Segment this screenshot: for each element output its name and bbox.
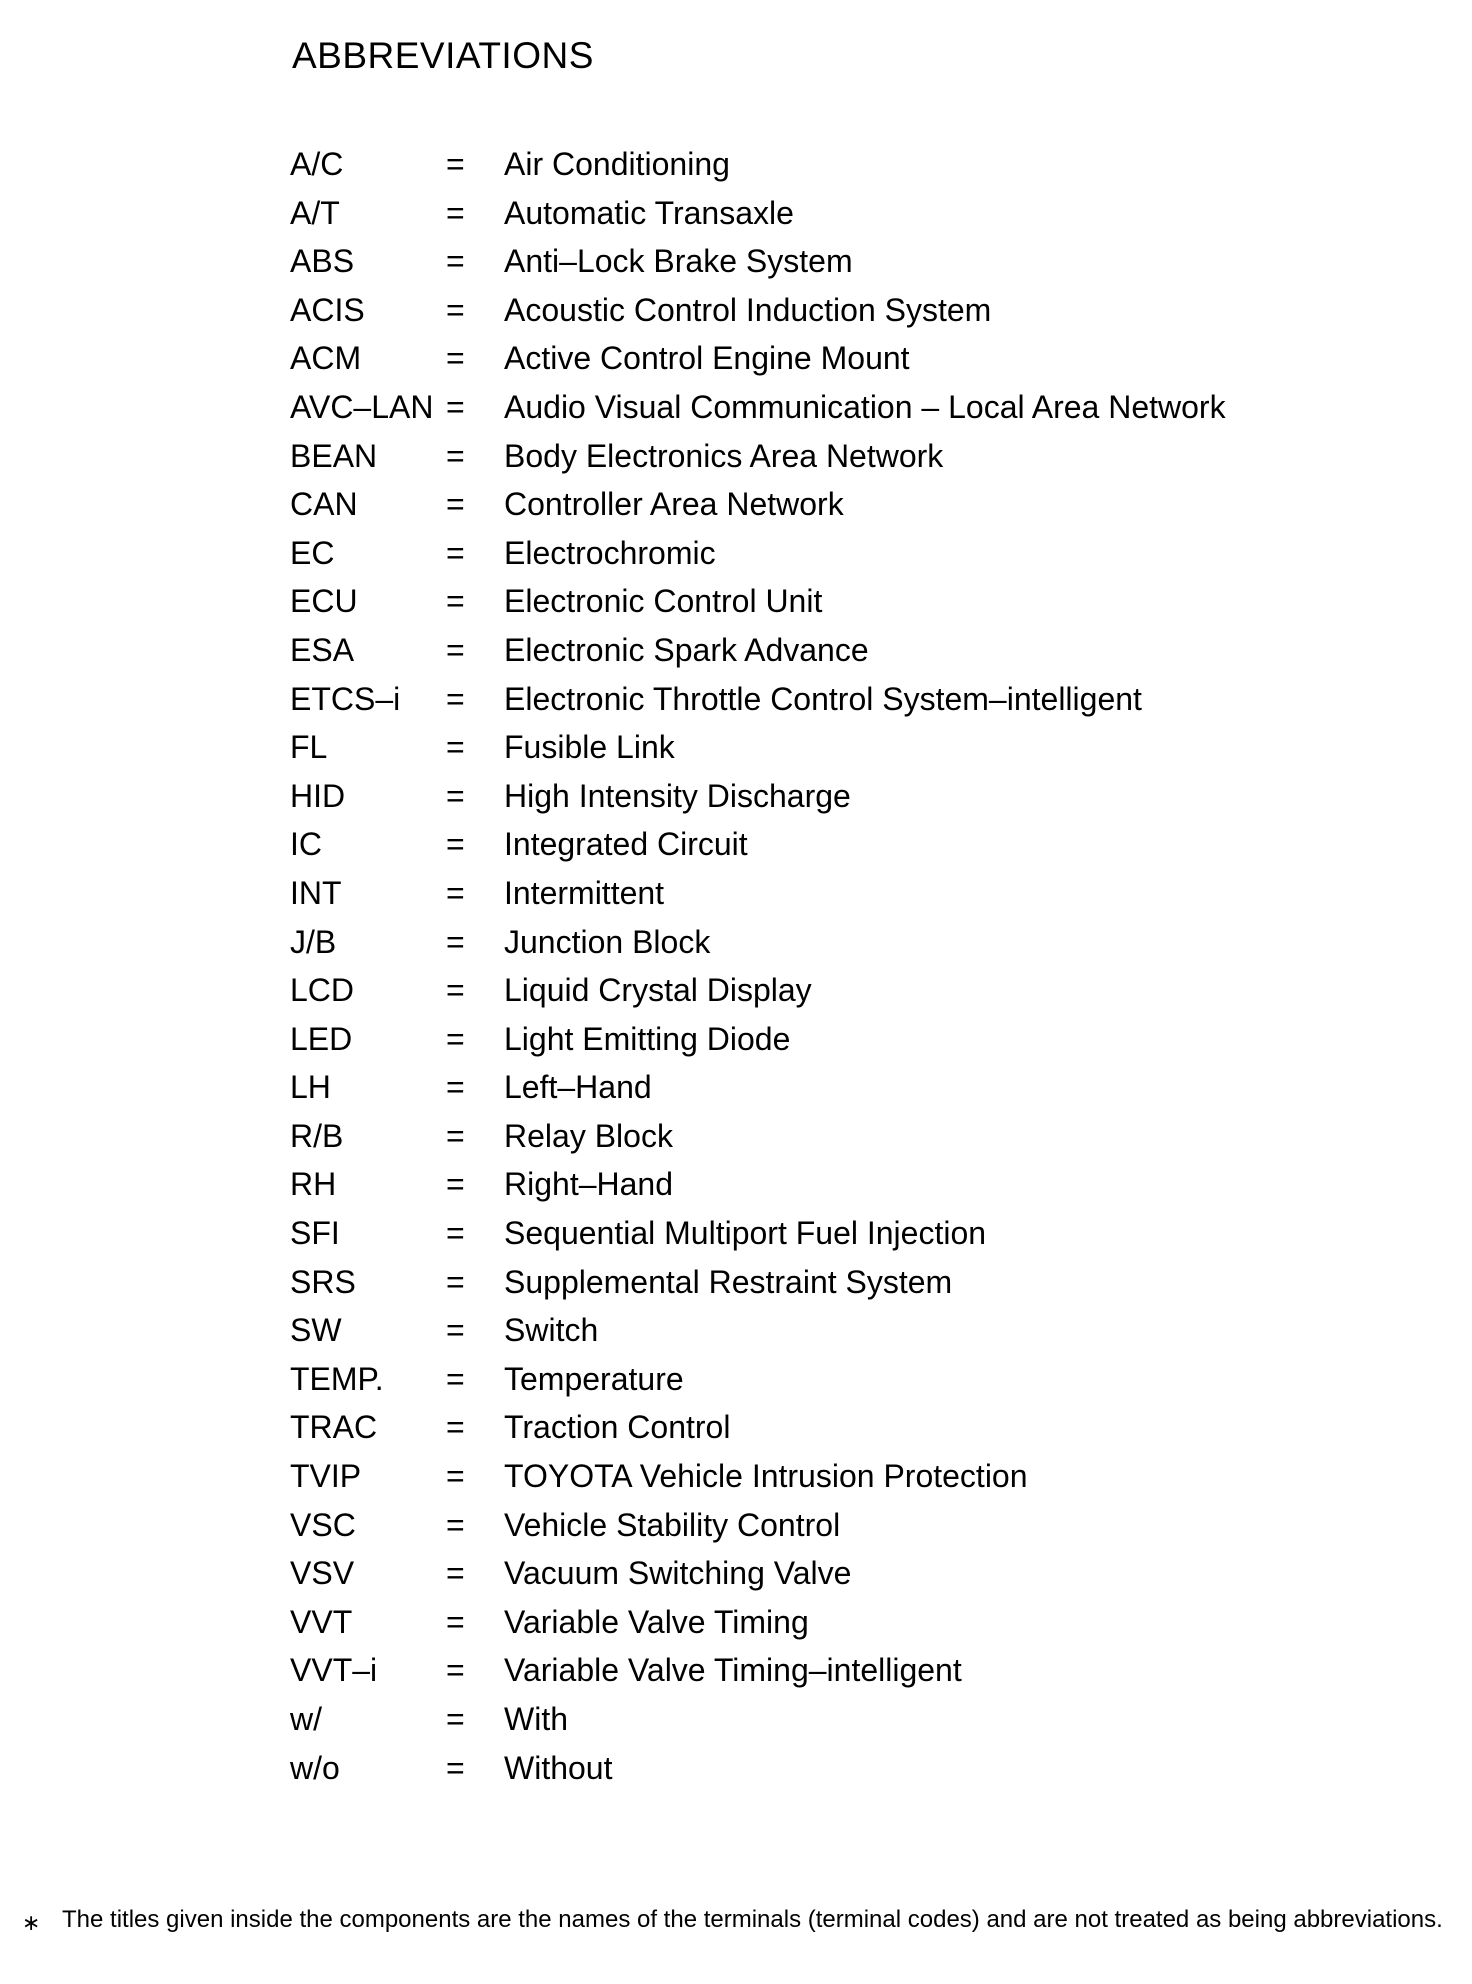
- abbreviation-definition: Electronic Control Unit: [504, 583, 823, 620]
- abbreviation-term: SW: [290, 1312, 342, 1349]
- abbreviation-definition: Traction Control: [504, 1409, 731, 1446]
- abbreviation-term: VSV: [290, 1555, 355, 1592]
- equals-sign: =: [446, 1360, 465, 1397]
- abbreviation-definition: Controller Area Network: [504, 486, 844, 523]
- abbreviation-definition: Temperature: [504, 1360, 684, 1397]
- abbreviation-definition: Electronic Spark Advance: [504, 631, 869, 668]
- abbreviation-term: ACIS: [290, 291, 365, 328]
- abbreviation-definition: Audio Visual Communication – Local Area Network: [504, 388, 1226, 425]
- footnote-text: The titles given inside the components are the names of the terminals (terminal codes) and are not treated as being abbreviations.: [62, 1906, 1443, 1933]
- abbreviation-term: INT: [290, 874, 342, 911]
- asterisk-icon: ∗: [22, 1910, 41, 1935]
- abbreviation-definition: Liquid Crystal Display: [504, 972, 812, 1009]
- abbreviation-term: A/T: [290, 194, 340, 231]
- abbreviation-definition: Junction Block: [504, 923, 711, 960]
- equals-sign: =: [446, 243, 465, 280]
- equals-sign: =: [446, 194, 465, 231]
- equals-sign: =: [446, 777, 465, 814]
- equals-sign: =: [446, 826, 465, 863]
- abbreviation-term: ETCS–i: [290, 680, 401, 717]
- abbreviation-term: IC: [290, 826, 322, 863]
- equals-sign: =: [446, 874, 465, 911]
- equals-sign: =: [446, 1701, 465, 1737]
- equals-sign: =: [446, 1409, 465, 1446]
- abbreviation-definition: Electrochromic: [504, 534, 716, 571]
- equals-sign: =: [446, 680, 465, 717]
- equals-sign: =: [446, 437, 465, 474]
- equals-sign: =: [446, 1458, 465, 1495]
- equals-sign: =: [446, 972, 465, 1009]
- abbreviation-definition: Fusible Link: [504, 729, 675, 766]
- abbreviation-definition: Vacuum Switching Valve: [504, 1555, 852, 1592]
- abbreviation-term: VVT: [290, 1603, 353, 1640]
- abbreviation-definition: Vehicle Stability Control: [504, 1506, 841, 1543]
- abbreviation-term: TVIP: [290, 1458, 362, 1495]
- abbreviation-definition: Integrated Circuit: [504, 826, 748, 863]
- equals-sign: =: [446, 1555, 465, 1592]
- abbreviation-term: w/o: [290, 1749, 340, 1786]
- abbreviation-term: FL: [290, 729, 328, 766]
- abbreviation-term: EC: [290, 534, 335, 571]
- abbreviation-term: LCD: [290, 972, 355, 1009]
- abbreviation-term: HID: [290, 777, 346, 814]
- abbreviation-definition: Left–Hand: [504, 1069, 652, 1106]
- abbreviation-term: BEAN: [290, 437, 378, 474]
- equals-sign: =: [446, 1603, 465, 1640]
- abbreviation-term: LH: [290, 1069, 331, 1106]
- abbreviation-definition: Acoustic Control Induction System: [504, 291, 992, 328]
- abbreviation-definition: Sequential Multiport Fuel Injection: [504, 1215, 987, 1252]
- abbreviation-term: SRS: [290, 1263, 356, 1300]
- abbreviation-term: RH: [290, 1166, 337, 1203]
- equals-sign: =: [446, 631, 465, 668]
- abbreviation-definition: Anti–Lock Brake System: [504, 243, 853, 280]
- abbreviation-term: A/C: [290, 146, 344, 182]
- abbreviation-definition: Intermittent: [504, 874, 665, 911]
- abbreviation-definition: Without: [504, 1749, 613, 1786]
- abbreviation-term: LED: [290, 1020, 353, 1057]
- equals-sign: =: [446, 729, 465, 766]
- equals-sign: =: [446, 1215, 465, 1252]
- equals-sign: =: [446, 583, 465, 620]
- abbreviation-definition: High Intensity Discharge: [504, 777, 851, 814]
- equals-sign: =: [446, 1749, 465, 1786]
- abbreviation-term: w/: [290, 1701, 322, 1737]
- abbreviation-definition: Relay Block: [504, 1117, 673, 1154]
- abbreviation-term: TRAC: [290, 1409, 378, 1446]
- abbreviation-definition: Variable Valve Timing–intelligent: [504, 1652, 962, 1689]
- abbreviation-term: J/B: [290, 923, 337, 960]
- equals-sign: =: [446, 1312, 465, 1349]
- abbreviation-term: VVT–i: [290, 1652, 378, 1689]
- abbreviation-definition: TOYOTA Vehicle Intrusion Protection: [504, 1458, 1028, 1495]
- abbreviation-term: SFI: [290, 1215, 340, 1252]
- abbreviation-definition: Air Conditioning: [504, 146, 730, 182]
- abbreviation-term: ECU: [290, 583, 358, 620]
- equals-sign: =: [446, 486, 465, 523]
- abbreviation-definition: Light Emitting Diode: [504, 1020, 791, 1057]
- abbreviation-term: CAN: [290, 486, 358, 523]
- abbreviation-definition: Variable Valve Timing: [504, 1603, 809, 1640]
- abbreviation-term: AVC–LAN: [290, 388, 434, 425]
- abbreviation-term: VSC: [290, 1506, 356, 1543]
- abbreviation-term: TEMP.: [290, 1360, 384, 1397]
- equals-sign: =: [446, 146, 465, 182]
- abbreviation-definition: Body Electronics Area Network: [504, 437, 944, 474]
- abbreviation-term: R/B: [290, 1117, 344, 1154]
- equals-sign: =: [446, 1020, 465, 1057]
- equals-sign: =: [446, 1069, 465, 1106]
- abbreviation-definition: Switch: [504, 1312, 599, 1349]
- equals-sign: =: [446, 388, 465, 425]
- abbreviation-definition: Automatic Transaxle: [504, 194, 794, 231]
- abbreviation-term: ACM: [290, 340, 362, 377]
- equals-sign: =: [446, 1117, 465, 1154]
- abbreviation-definition: Supplemental Restraint System: [504, 1263, 953, 1300]
- equals-sign: =: [446, 534, 465, 571]
- page-title: ABBREVIATIONS: [292, 35, 594, 76]
- equals-sign: =: [446, 923, 465, 960]
- equals-sign: =: [446, 340, 465, 377]
- equals-sign: =: [446, 1263, 465, 1300]
- equals-sign: =: [446, 1652, 465, 1689]
- abbreviation-definition: Electronic Throttle Control System–intelligent: [504, 680, 1142, 717]
- abbreviation-definition: Right–Hand: [504, 1166, 673, 1203]
- abbreviation-term: ABS: [290, 243, 355, 280]
- abbreviation-definition: Active Control Engine Mount: [504, 340, 910, 377]
- equals-sign: =: [446, 1166, 465, 1203]
- abbreviation-term: ESA: [290, 631, 355, 668]
- abbreviation-definition: With: [504, 1701, 568, 1737]
- equals-sign: =: [446, 1506, 465, 1543]
- equals-sign: =: [446, 291, 465, 328]
